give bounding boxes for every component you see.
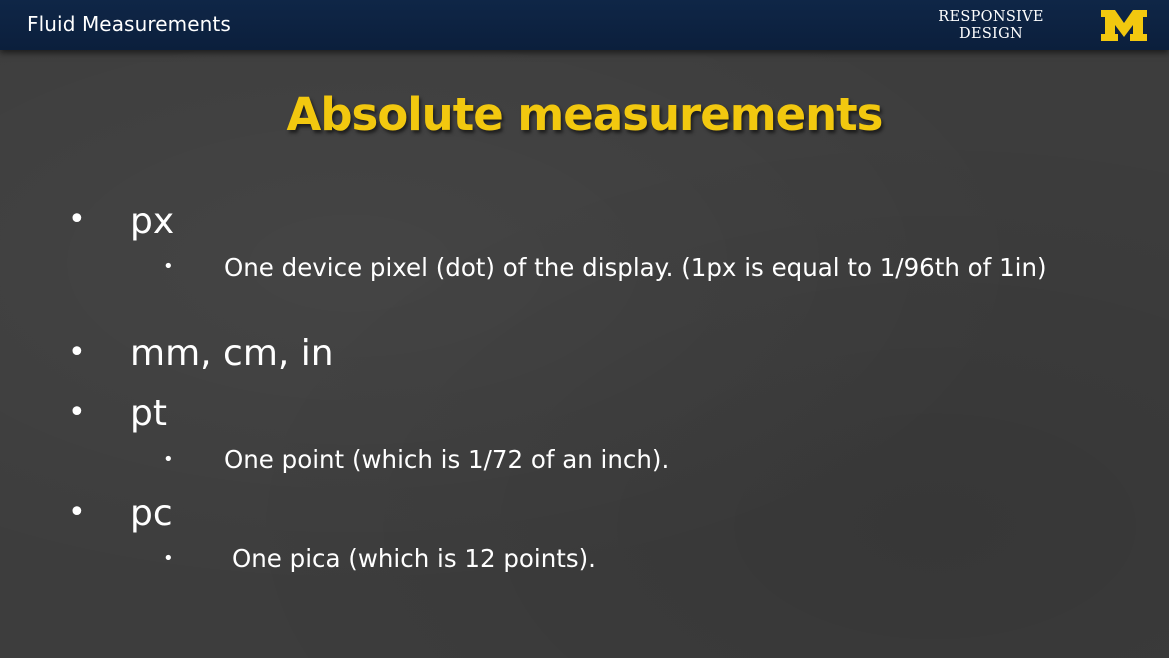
bullet-text: px xyxy=(130,201,175,242)
bullet-dot: • xyxy=(68,395,86,430)
sub-bullet-text: One device pixel (dot) of the display. (1px is equal to 1/96th of 1in) xyxy=(224,253,1047,282)
sub-bullet-text: One point (which is 1/72 of an inch). xyxy=(224,445,670,474)
university-m-logo-icon xyxy=(1100,9,1148,42)
bullet-text: pt xyxy=(130,393,167,434)
sub-bullet-dot: • xyxy=(163,548,174,569)
sub-bullet-dot: • xyxy=(163,256,174,277)
sub-bullet-text: One pica (which is 12 points). xyxy=(232,544,596,573)
slide-title: Absolute measurements xyxy=(286,88,883,141)
bullet-text: pc xyxy=(130,493,173,534)
brand-text xyxy=(924,9,1058,43)
sub-bullet-dot: • xyxy=(163,449,174,470)
header-bar xyxy=(0,0,1169,50)
bullet-dot: • xyxy=(68,495,86,530)
brand-line-2: DESIGN xyxy=(959,26,1023,42)
bullet-text: mm, cm, in xyxy=(130,333,334,374)
bullet-dot: • xyxy=(68,202,86,237)
bullet-dot: • xyxy=(68,335,86,370)
brand-line-1: RESPONSIVE xyxy=(938,9,1044,25)
header-title: Fluid Measurements xyxy=(27,12,231,36)
